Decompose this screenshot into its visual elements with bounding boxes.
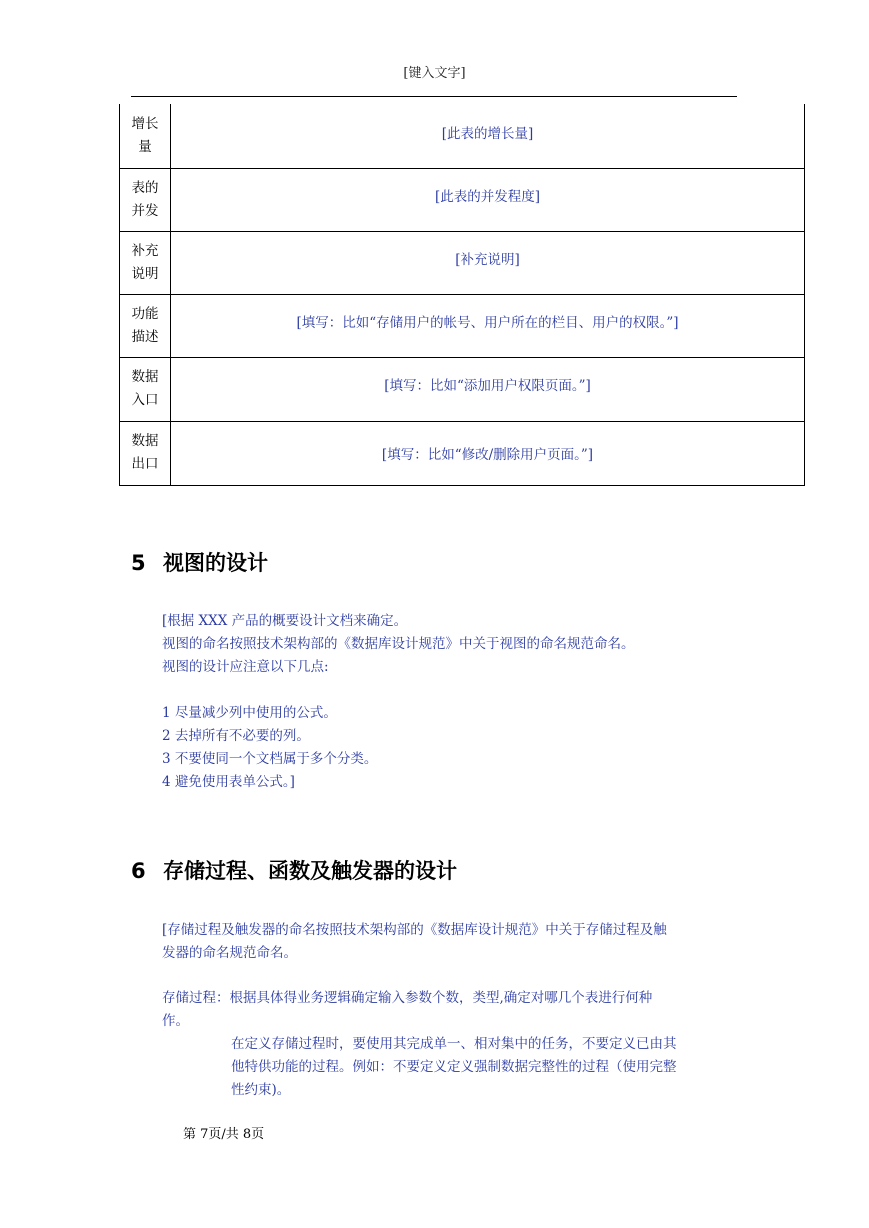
text-line: [根据 XXX 产品的概要设计文档来确定。 <box>162 613 408 629</box>
table-spec <box>119 104 805 486</box>
text-line: 视图的设计应注意以下几点: <box>162 659 329 675</box>
table-row <box>120 357 805 421</box>
section-5-intro <box>162 610 635 679</box>
text-line: 性约束)。 <box>231 1082 291 1098</box>
section-number: 6 <box>131 859 146 883</box>
section-6-paragraph-1 <box>162 919 667 965</box>
section-5-heading <box>131 547 268 577</box>
row-label: 数据 入口 <box>120 357 171 421</box>
table-row <box>120 104 805 168</box>
list-item: 1 尽量减少列中使用的公式。 <box>162 705 337 721</box>
text-line: 发器的命名规范命名。 <box>162 945 297 961</box>
row-value: [补充说明] <box>171 231 805 294</box>
table-row <box>120 168 805 231</box>
row-label: 表的 并发 <box>120 168 171 231</box>
row-label: 补充 说明 <box>120 231 171 294</box>
list-item: 3 不要使同一个文档属于多个分类。 <box>162 751 378 767</box>
row-value: [填写：比如“存储用户的帐号、用户所在的栏目、用户的权限。”] <box>171 294 805 357</box>
text-line: 他特供功能的过程。例如：不要定义定义强制数据完整性的过程（使用完整 <box>231 1059 677 1075</box>
row-value: [填写：比如“添加用户权限页面。”] <box>171 357 805 421</box>
table-row <box>120 231 805 294</box>
text-line: [存储过程及触发器的命名按照技术架构部的《数据库设计规范》中关于存储过程及触 <box>162 922 667 938</box>
section-6-paragraph-3 <box>231 1033 677 1102</box>
list-item: 2 去掉所有不必要的列。 <box>162 728 310 744</box>
row-label: 数据 出口 <box>120 421 171 485</box>
section-number: 5 <box>131 551 146 575</box>
text-line: 视图的命名按照技术架构部的《数据库设计规范》中关于视图的命名规范命名。 <box>162 636 635 652</box>
row-value: [此表的增长量] <box>171 104 805 168</box>
row-value: [此表的并发程度] <box>171 168 805 231</box>
text-line: 作。 <box>162 1013 189 1029</box>
section-title: 视图的设计 <box>163 551 268 575</box>
table-row <box>120 294 805 357</box>
section-6-paragraph-2 <box>162 987 652 1033</box>
page-header: [键入文字] <box>403 66 466 81</box>
row-label: 功能 描述 <box>120 294 171 357</box>
row-label: 增长 量 <box>120 104 171 168</box>
section-5-list <box>162 702 377 794</box>
text-line: 在定义存储过程时，要使用其完成单一、相对集中的任务，不要定义已由其 <box>231 1036 677 1052</box>
table-row <box>120 421 805 485</box>
page-footer: 第 7页/共 8页 <box>183 1127 265 1142</box>
header-divider <box>131 96 737 97</box>
list-item: 4 避免使用表单公式。] <box>162 774 295 790</box>
row-value: [填写：比如“修改/删除用户页面。”] <box>171 421 805 485</box>
section-6-heading <box>131 855 457 885</box>
section-title: 存储过程、函数及触发器的设计 <box>163 859 457 883</box>
text-line: 存储过程：根据具体得业务逻辑确定输入参数个数，类型,确定对哪几个表进行何种 <box>162 990 653 1006</box>
